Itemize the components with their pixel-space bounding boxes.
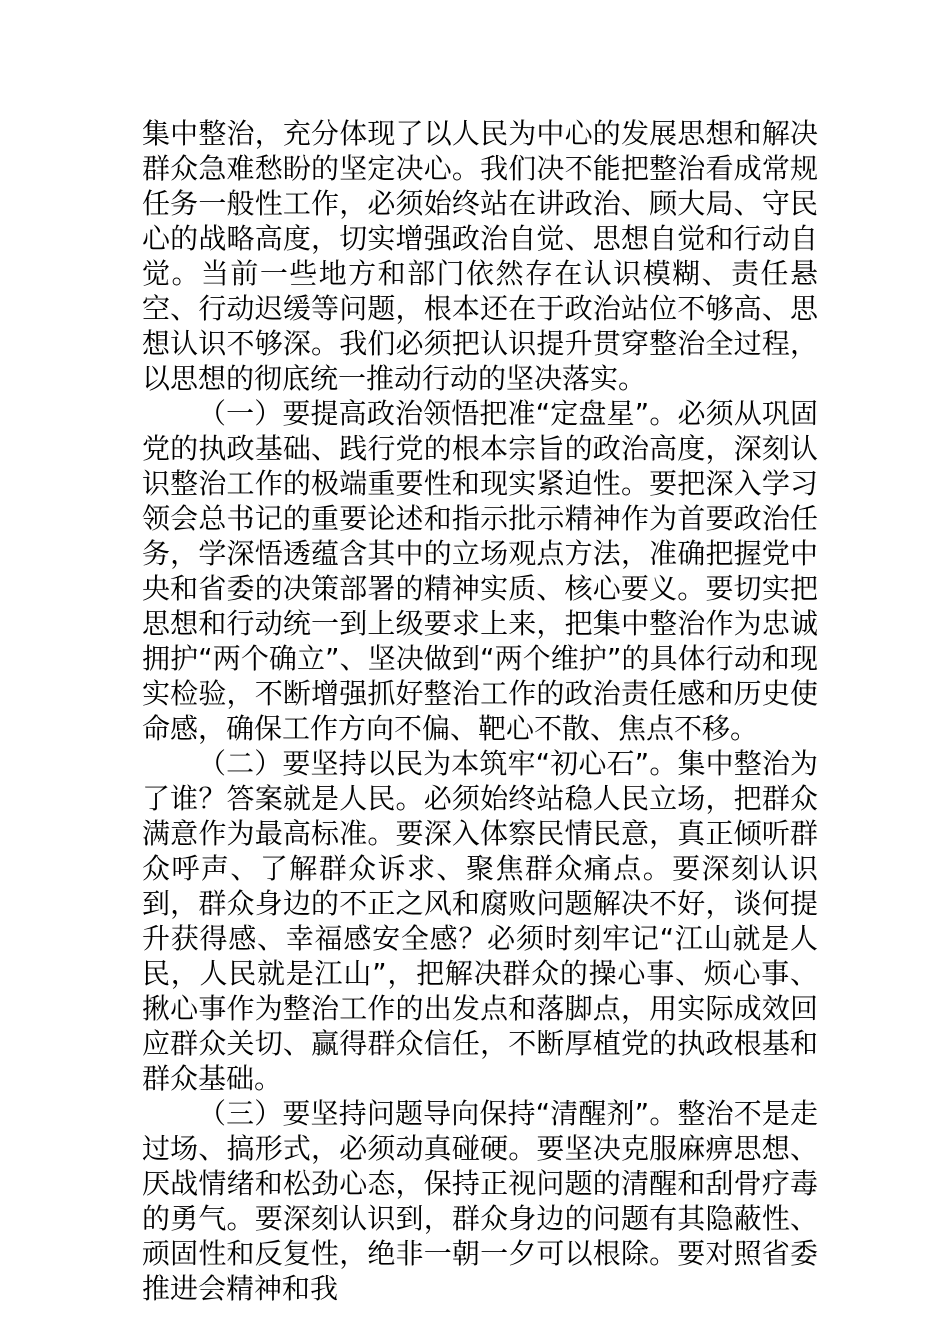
paragraph-point-1: （一）要提高政治领悟把准“定盘星”。必须从巩固党的执政基础、践行党的根本宗旨的政治高度，深刻认识整治工作的极端重要性和现实紧迫性。要把深入学习领会总书记的重要论述和指示批示精神作为首要政治任务，学深悟透蕴含其中的立场观点方法，准确把握党中央和省委的决策部署的精神实质、核心要义。要切实把思想和行动统一到上级要求上来，把集中整治作为忠诚拥护“两个确立”、坚决做到“两个维护”的具体行动和现实检验，不断增强抓好整治工作的政治责任感和历史使命感，确保工作方向不偏、靶心不散、焦点不移。 (142, 397, 818, 745)
paragraph-point-3: （三）要坚持问题导向保持“清醒剂”。整治不是走过场、搞形式，必须动真碰硬。要坚决克服麻痹思想、厌战情绪和松劲心态，保持正视问题的清醒和刮骨疗毒的勇气。要深刻认识到，群众身边的问题有其隐蔽性、顽固性和反复性，绝非一朝一夕可以根除。要对照省委推进会精神和我 (142, 1097, 818, 1305)
document-body-text (142, 116, 818, 1306)
paragraph-continuation: 集中整治，充分体现了以人民为中心的发展思想和解决群众急难愁盼的坚定决心。我们决不能把整治看成常规任务一般性工作，必须始终站在讲政治、顾大局、守民心的战略高度，切实增强政治自觉、思想自觉和行动自觉。当前一些地方和部门依然存在认识模糊、责任悬空、行动迟缓等问题，根本还在于政治站位不够高、思想认识不够深。我们必须把认识提升贯穿整治全过程，以思想的彻底统一推动行动的坚决落实。 (142, 117, 818, 395)
paragraph-point-2: （二）要坚持以民为本筑牢“初心石”。集中整治为了谁？答案就是人民。必须始终站稳人民立场，把群众满意作为最高标准。要深入体察民情民意，真正倾听群众呼声、了解群众诉求、聚焦群众痛点。要深刻认识到，群众身边的不正之风和腐败问题解决不好，谈何提升获得感、幸福感安全感？必须时刻牢记“江山就是人民，人民就是江山”，把解决群众的操心事、烦心事、揪心事作为整治工作的出发点和落脚点，用实际成效回应群众关切、赢得群众信任，不断厚植党的执政根基和群众基础。 (142, 747, 818, 1095)
